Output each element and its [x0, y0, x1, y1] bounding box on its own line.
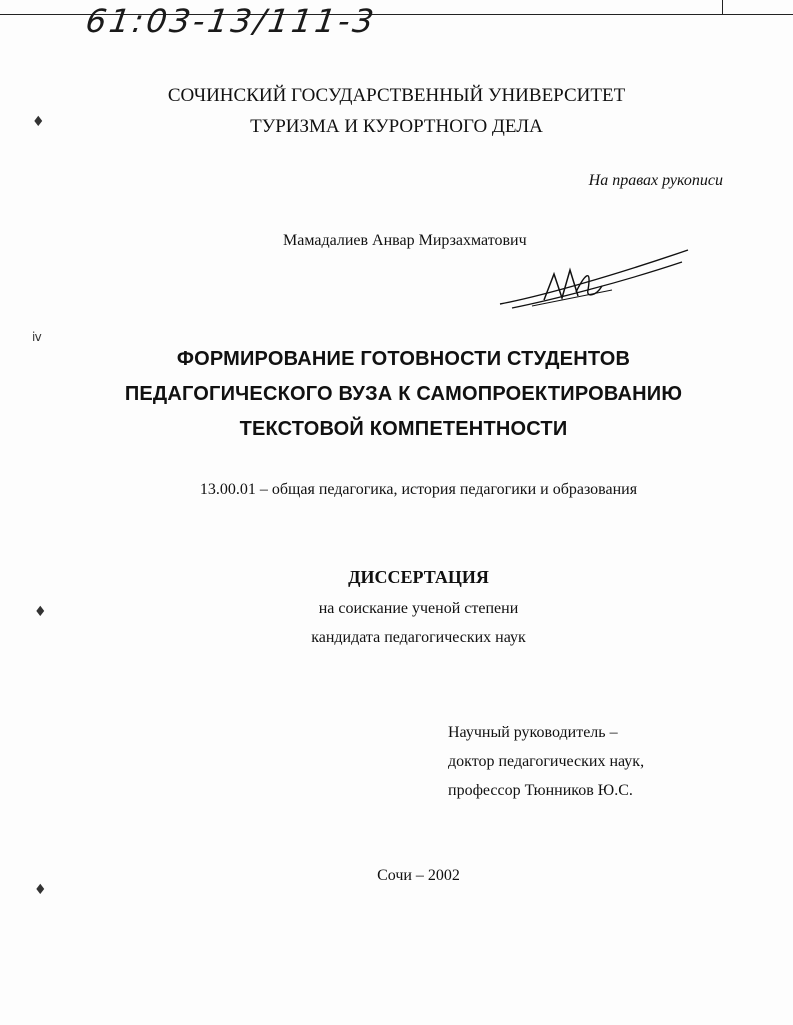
author-name: Мамадалиев Анвар Мирзахматович — [283, 232, 527, 249]
university-name — [0, 80, 793, 142]
title-line-3: ТЕКСТОВОЙ КОМПЕТЕНТНОСТИ — [239, 418, 568, 440]
author-signature — [492, 246, 692, 310]
dissertation-title — [0, 342, 793, 447]
university-line-2: ТУРИЗМА И КУРОРТНОГО ДЕЛА — [250, 116, 543, 137]
supervisor-line-2: доктор педагогических наук, — [448, 753, 645, 770]
degree-line-1: на соискание ученой степени — [318, 600, 519, 617]
binding-hole-mark: ⅳ — [32, 330, 42, 344]
archive-stamp: 61:03-13/111-3 — [83, 2, 379, 40]
city-year: Сочи – 2002 — [377, 867, 460, 884]
manuscript-rights-note: На правах рукописи — [588, 172, 723, 189]
title-line-1: ФОРМИРОВАНИЕ ГОТОВНОСТИ СТУДЕНТОВ — [176, 348, 631, 370]
supervisor-line-3: профессор Тюнников Ю.С. — [448, 782, 633, 799]
binding-hole-mark: ♦ — [34, 604, 47, 620]
specialty-code: 13.00.01 – общая педагогика, история педагогики и образования — [199, 481, 638, 498]
title-line-2: ПЕДАГОГИЧЕСКОГО ВУЗА К САМОПРОЕКТИРОВАНИЮ — [124, 383, 683, 405]
university-line-1: СОЧИНСКИЙ ГОСУДАРСТВЕННЫЙ УНИВЕРСИТЕТ — [167, 85, 626, 106]
binding-hole-mark: ♦ — [32, 114, 45, 130]
supervisor-line-1: Научный руководитель – — [448, 724, 618, 741]
degree-line-2: кандидата педагогических наук — [311, 629, 526, 646]
stamp-tick-mark — [722, 0, 723, 14]
dissertation-label: ДИССЕРТАЦИЯ — [348, 567, 489, 587]
supervisor-block — [448, 718, 644, 805]
binding-hole-mark: ♦ — [34, 882, 47, 898]
